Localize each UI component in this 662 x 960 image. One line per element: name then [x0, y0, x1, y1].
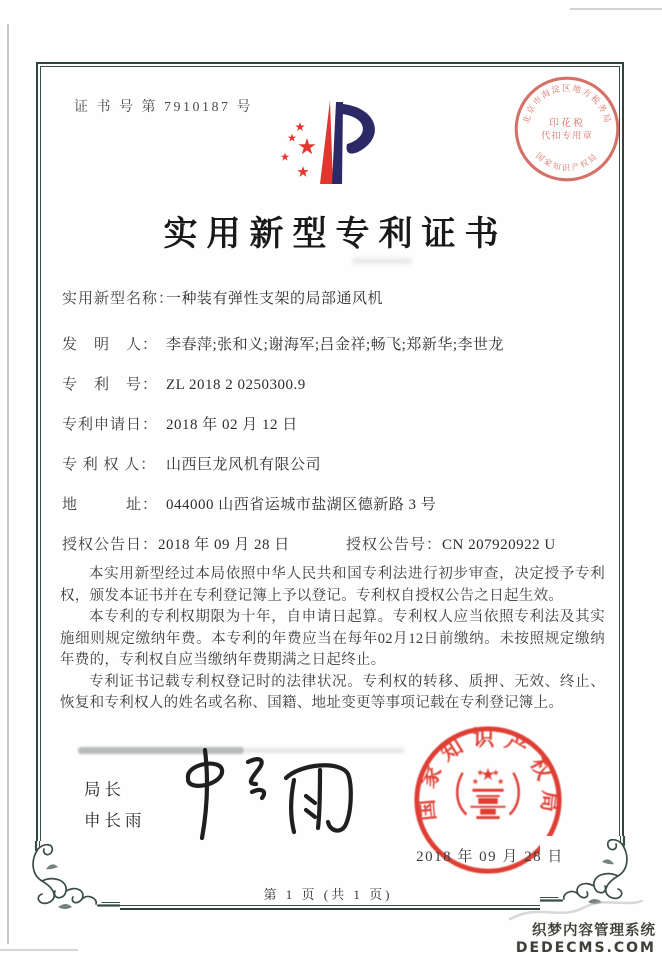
legal-paragraph: 本实用新型经过本局依照中华人民共和国专利法进行初步审查，决定授予专利权，颁发本证书并在专利登记簿上予以登记。专利权自授权公告之日起生效。	[60, 566, 605, 604]
field-value: ZL 2018 2 0250300.9	[166, 377, 306, 393]
watermark	[516, 923, 656, 957]
field-row	[62, 288, 607, 310]
field-label: 发 明 人：	[62, 337, 159, 353]
field-value: 一种装有弹性支架的局部通风机	[166, 291, 384, 307]
field-label: 地 址：	[62, 497, 159, 513]
tax-seal-center-line1: 印花税	[549, 117, 585, 129]
field-row	[62, 454, 607, 476]
legal-paragraph: 专利证书记载专利权登记时的法律状况。专利权的转移、质押、无效、终止、恢复和专利权人的姓名或名称、国籍、地址变更等事项记载在专利登记簿上。	[60, 673, 605, 711]
signature-handwriting-icon	[148, 740, 374, 846]
corner-flourish-left-icon	[28, 841, 120, 919]
page-footer: 第 1 页 (共 1 页)	[263, 887, 393, 902]
scan-pen-squiggle	[500, 893, 650, 925]
tax-seal-center-line2: 代扣专用章	[541, 131, 593, 142]
office-seal-arc-text: 国家知识产权局	[413, 726, 563, 822]
svg-text:国家知识产权局	[534, 151, 600, 172]
field-label: 专 利 号：	[62, 377, 159, 393]
cnipa-logo-icon	[276, 94, 408, 190]
watermark-line2: DEDECMS.COM	[515, 940, 656, 956]
grant-date-label: 授权公告日：	[62, 537, 159, 553]
watermark-line1: 织梦内容管理系统	[532, 923, 656, 939]
certificate-fields	[62, 288, 607, 574]
national-emblem-icon	[457, 768, 519, 818]
grant-date-value: 2018 年 09 月 28 日	[158, 537, 290, 553]
scan-artifact-bottom	[0, 949, 78, 951]
legal-paragraph: 本专利的专利权期限为十年，自申请日起算。专利权人应当依照专利法及其实施细则规定缴纳年费。本专利的年费应当在每年02月12日前缴纳。未按照规定缴纳年费的，专利权自应当缴纳年费期满之日起终止。	[60, 609, 605, 668]
field-row	[62, 334, 607, 356]
tax-seal-arc-top: 北京市海淀区地方税务局	[520, 82, 614, 125]
seal-date: 2018 年 09 月 28 日	[416, 849, 564, 865]
field-row-grant	[62, 534, 607, 556]
field-label: 专 利 权 人：	[62, 457, 157, 473]
commissioner-name: 申长雨	[84, 811, 146, 830]
scan-smudge-under-title	[352, 258, 412, 264]
stamp-tax-seal-icon	[510, 72, 624, 186]
field-row	[62, 494, 607, 516]
field-value: 李春萍;张和义;谢海军;吕金祥;畅飞;郑新华;李世龙	[166, 337, 505, 353]
field-row	[62, 374, 607, 396]
commissioner-title: 局长	[84, 780, 125, 799]
field-value: 2018 年 02 月 12 日	[166, 417, 298, 433]
grant-no-value: CN 207920922 U	[442, 537, 556, 553]
field-row	[62, 414, 607, 436]
field-value: 044000 山西省运城市盐湖区德新路 3 号	[166, 497, 437, 513]
certificate-number: 证 书 号 第 7910187 号	[74, 100, 253, 115]
field-label: 专利申请日：	[62, 417, 159, 433]
scan-artifact-top	[570, 8, 662, 10]
tax-seal-arc-bottom: 国家知识产权局	[534, 151, 600, 173]
scan-edge-line	[7, 24, 9, 944]
legal-paragraphs	[60, 564, 605, 715]
grant-no-label: 授权公告号：	[346, 537, 443, 553]
commissioner-block	[84, 774, 146, 836]
certificate-title: 实用新型专利证书	[163, 216, 508, 253]
field-label: 实用新型名称：	[62, 291, 175, 307]
field-value: 山西巨龙风机有限公司	[166, 457, 322, 473]
